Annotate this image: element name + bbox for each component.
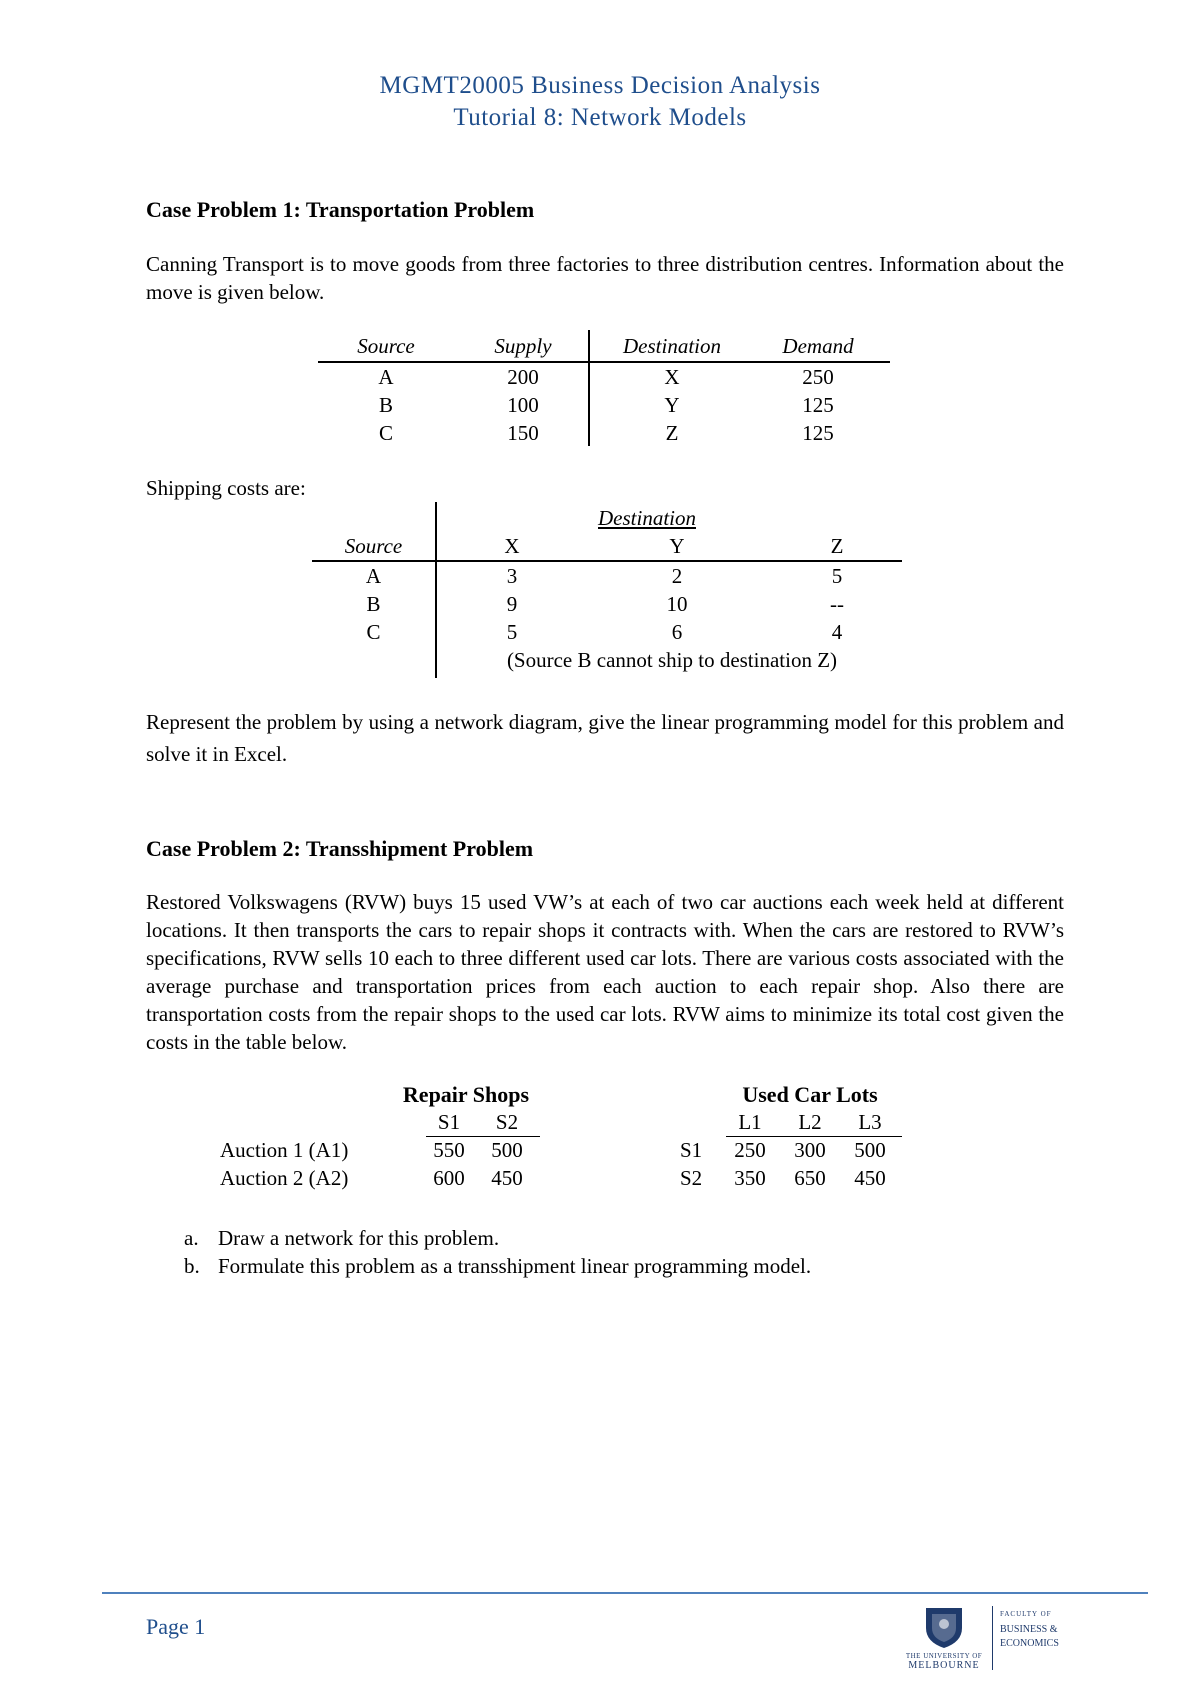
table-cell: 9	[506, 592, 518, 616]
page-number: Page 1	[146, 1614, 206, 1639]
table-cell: 10	[666, 592, 688, 616]
table-cell: 450	[491, 1166, 523, 1190]
row-source: A	[365, 564, 382, 588]
case2-heading: Case Problem 2: Transshipment Problem	[146, 836, 534, 861]
repair-shops-title: Repair Shops	[402, 1082, 530, 1107]
column-header-x: X	[504, 534, 520, 558]
table-cell: 3	[506, 564, 518, 588]
cost-table-note: (Source B cannot ship to destination Z)	[506, 648, 838, 672]
faculty-line3: ECONOMICS	[1000, 1638, 1059, 1649]
table-cell: 100	[507, 393, 539, 417]
repair-shops-table	[216, 1082, 556, 1192]
table-cell: Z	[665, 421, 679, 445]
header-rule	[426, 1136, 540, 1137]
footer-rule	[102, 1592, 1148, 1594]
case1-heading: Case Problem 1: Transportation Problem	[146, 197, 535, 222]
header-source: Source	[357, 334, 415, 358]
list-marker: b.	[184, 1254, 200, 1278]
used-car-lots-title: Used Car Lots	[742, 1082, 878, 1107]
header-rule	[726, 1136, 902, 1137]
column-header-s2: S2	[495, 1110, 519, 1134]
document-subtitle: Tutorial 8: Network Models	[453, 104, 747, 131]
header-rule	[318, 361, 890, 363]
header-rule	[312, 560, 902, 562]
table-cell: 5	[506, 620, 518, 644]
list-item-text: Draw a network for this problem.	[218, 1226, 500, 1250]
table-cell: Y	[664, 393, 680, 417]
table-cell: 125	[802, 421, 834, 445]
column-header-l3: L3	[858, 1110, 882, 1134]
table-cell: 6	[671, 620, 683, 644]
case1-task: Represent the problem by using a network diagram, give the linear programming model for this problem and solve it in Excel.	[146, 710, 1064, 766]
header-destination: Destination	[623, 334, 721, 358]
row-source: B	[366, 592, 381, 616]
table-cell: 250	[802, 365, 834, 389]
row-label: S2	[680, 1166, 703, 1190]
used-car-lots-table	[670, 1082, 910, 1192]
logo-divider	[992, 1606, 993, 1670]
column-header-l1: L1	[738, 1110, 762, 1134]
table-cell: 300	[794, 1138, 826, 1162]
table-cell: 500	[491, 1138, 523, 1162]
list-item	[184, 1224, 811, 1252]
column-header-s1: S1	[437, 1110, 461, 1134]
row-label: S1	[680, 1138, 703, 1162]
table-cell: --	[830, 592, 844, 616]
row-label: Auction 1 (A1)	[220, 1138, 349, 1162]
column-header-z: Z	[830, 534, 844, 558]
list-item	[184, 1252, 811, 1280]
table-cell: 500	[854, 1138, 886, 1162]
column-header-y: Y	[669, 534, 685, 558]
table-cell: 150	[507, 421, 539, 445]
column-header-l2: L2	[798, 1110, 822, 1134]
table-cell: A	[378, 365, 394, 389]
faculty-line1: FACULTY OF	[1000, 1610, 1052, 1618]
university-logo	[900, 1602, 1090, 1674]
table-cell: 600	[433, 1166, 465, 1190]
supply-demand-table	[318, 334, 890, 450]
table-cell: 200	[507, 365, 539, 389]
table-cell: X	[664, 365, 680, 389]
university-name-line2: MELBOURNE	[908, 1660, 980, 1671]
header-supply: Supply	[494, 334, 552, 358]
destination-group-header: Destination	[598, 506, 696, 530]
document-title: MGMT20005 Business Decision Analysis	[379, 72, 821, 99]
university-name-line1: THE UNIVERSITY OF	[905, 1652, 983, 1660]
shipping-costs-label: Shipping costs are:	[146, 476, 306, 500]
list-marker: a.	[184, 1226, 199, 1250]
table-cell: 5	[831, 564, 843, 588]
case2-intro: Restored Volkswagens (RVW) buys 15 used VW’s at each of two car auctions each week held at different locations. It then transports the cars to repair shops it contracts with. When the cars are restored to RVW’s specifications, RVW sells 10 each to three different used car lots. There are various costs associated with the average purchase and transportation prices from each auction to each repair shop. Also there are transportation costs from the repair shops to the used car lots. RVW aims to minimize its total cost given the costs in the table below.	[146, 890, 1064, 1054]
table-cell: C	[378, 421, 393, 445]
case2-task-list	[184, 1224, 811, 1280]
table-cell: 4	[831, 620, 843, 644]
table-cell: 350	[734, 1166, 766, 1190]
crest-icon	[920, 1602, 968, 1650]
source-header: Source	[344, 534, 403, 558]
table-cell: 450	[854, 1166, 886, 1190]
row-source: C	[366, 620, 381, 644]
case1-intro: Canning Transport is to move goods from three factories to three distribution centres. Information about the move is given below.	[146, 252, 1064, 304]
table-cell: 250	[734, 1138, 766, 1162]
list-item-text: Formulate this problem as a transshipment linear programming model.	[218, 1254, 812, 1278]
table-cell: 650	[794, 1166, 826, 1190]
vertical-divider	[435, 502, 437, 678]
shipping-cost-table	[312, 502, 902, 678]
row-label: Auction 2 (A2)	[220, 1166, 349, 1190]
header-demand: Demand	[782, 334, 854, 358]
table-cell: 2	[671, 564, 683, 588]
table-cell: B	[378, 393, 393, 417]
table-cell: 125	[802, 393, 834, 417]
table-cell: 550	[433, 1138, 465, 1162]
faculty-line2: BUSINESS &	[1000, 1624, 1058, 1635]
